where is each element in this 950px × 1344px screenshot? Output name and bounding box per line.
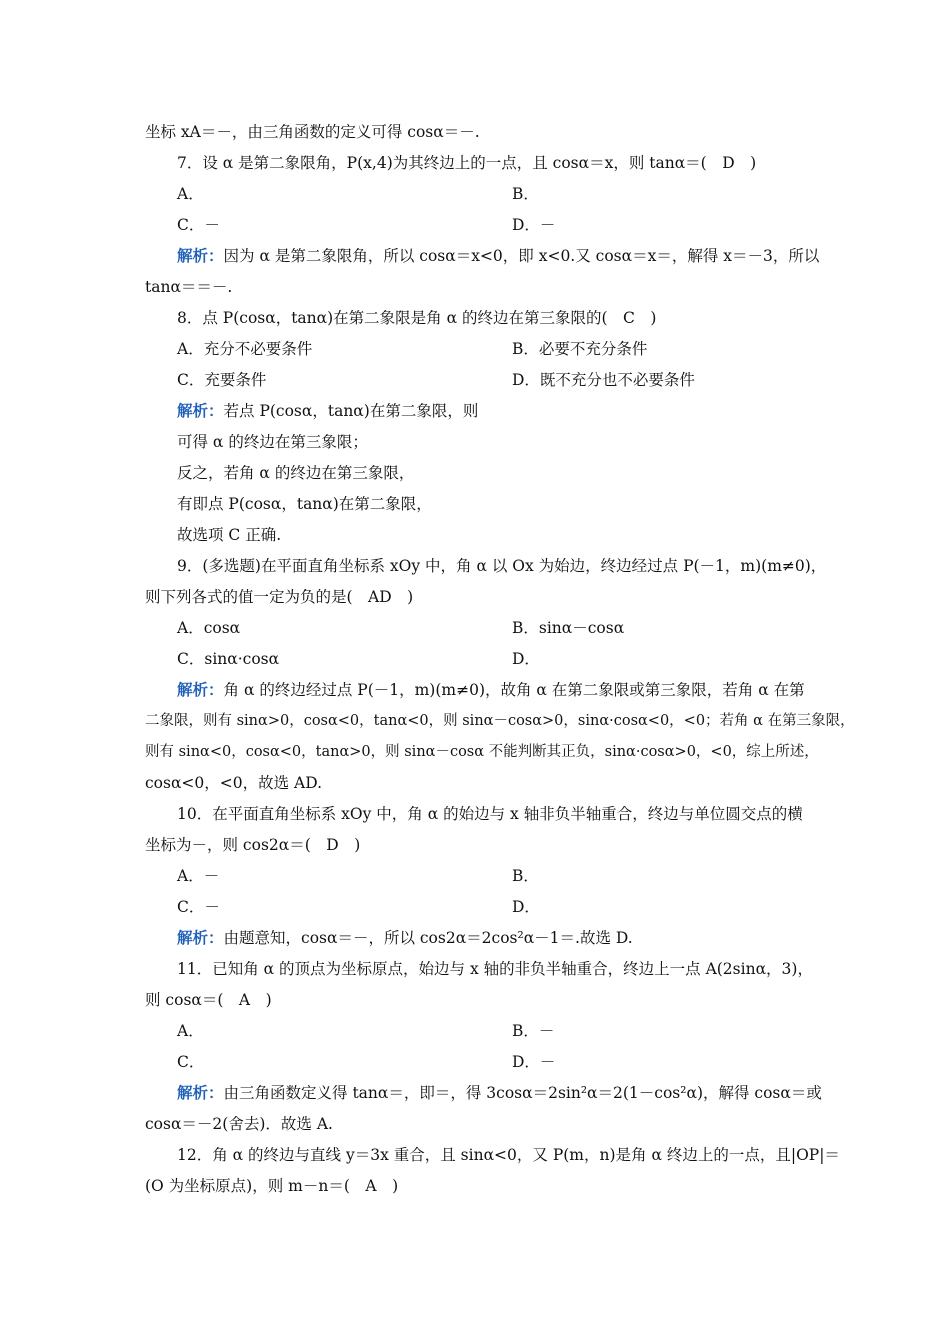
text-line: 坐标 xA＝－，由三角函数的定义可得 cosα＝－. bbox=[145, 123, 480, 141]
analysis-text: 由三角函数定义得 tanα＝，即＝，得 3cosα＝2sin²α＝2(1－cos²α)，解得 cosα＝或 bbox=[223, 1084, 822, 1102]
option-b: B． bbox=[512, 185, 539, 203]
text-line: 则 cosα＝( A ) bbox=[145, 991, 272, 1009]
text-line: 二象限，则有 sinα>0，cosα<0，tanα<0，则 sinα－cosα>0，sinα·cosα<0，<0；若角 α 在第三象限， bbox=[145, 713, 855, 729]
question-8: 8．点 P(cosα，tanα)在第二象限是角 α 的终边在第三象限的( C ) bbox=[177, 309, 657, 327]
text-line: 故选项 C 正确. bbox=[177, 526, 282, 544]
option-d: D．－ bbox=[512, 216, 556, 234]
text-line: cosα＝－2(舍去)．故选 A. bbox=[145, 1115, 333, 1133]
option-b: B．－ bbox=[512, 1022, 555, 1040]
analysis-text: 由题意知，cosα＝－，所以 cos2α＝2cos²α－1＝.故选 D. bbox=[223, 929, 633, 947]
option-c: C．－ bbox=[177, 216, 220, 234]
question-7: 7．设 α 是第二象限角，P(x,4)为其终边上的一点，且 cosα＝x，则 tanα＝( D ) bbox=[177, 154, 757, 172]
option-a: A． bbox=[177, 1022, 204, 1040]
analysis-line bbox=[177, 1082, 822, 1104]
option-c: C．sinα·cosα bbox=[177, 650, 280, 668]
analysis-text: 因为 α 是第二象限角，所以 cosα＝x<0，即 x<0.又 cosα＝x＝，解得 x＝－3，所以 bbox=[223, 247, 820, 265]
analysis-label: 解析： bbox=[177, 401, 224, 420]
option-d: D． bbox=[512, 650, 540, 668]
analysis-label: 解析： bbox=[177, 1083, 224, 1102]
question-10: 10．在平面直角坐标系 xOy 中，角 α 的始边与 x 轴非负半轴重合，终边与单位圆交点的横 bbox=[177, 805, 803, 823]
option-d: D．－ bbox=[512, 1053, 556, 1071]
option-b: B．sinα－cosα bbox=[512, 619, 625, 637]
option-c: C．充要条件 bbox=[177, 371, 267, 389]
question-11: 11．已知角 α 的顶点为坐标原点，始边与 x 轴的非负半轴重合，终边上一点 A(2sinα，3)， bbox=[177, 960, 813, 978]
analysis-line bbox=[177, 245, 819, 267]
analysis-line bbox=[177, 400, 478, 422]
text-line: 则下列各式的值一定为负的是( AD ) bbox=[145, 588, 414, 606]
question-9: 9．(多选题)在平面直角坐标系 xOy 中，角 α 以 Ox 为始边，终边经过点 P(－1，m)(m≠0)， bbox=[177, 557, 827, 575]
text-line: cosα<0，<0，故选 AD. bbox=[145, 774, 323, 792]
option-b: B．必要不充分条件 bbox=[512, 340, 648, 358]
text-line: 有即点 P(cosα，tanα)在第二象限， bbox=[177, 495, 432, 513]
analysis-label: 解析： bbox=[177, 246, 224, 265]
option-d: D． bbox=[512, 898, 540, 916]
analysis-line bbox=[177, 927, 633, 949]
option-d: D．既不充分也不必要条件 bbox=[512, 371, 695, 389]
text-line: 反之，若角 α 的终边在第三象限， bbox=[177, 464, 415, 482]
question-12: 12．角 α 的终边与直线 y＝3x 重合，且 sinα<0，又 P(m，n)是角 α 终边上的一点，且|OP|＝ bbox=[177, 1146, 840, 1164]
option-b: B． bbox=[512, 867, 539, 885]
text-line: tanα＝＝－. bbox=[145, 278, 233, 296]
analysis-label: 解析： bbox=[177, 928, 224, 947]
text-line: 坐标为－，则 cos2α＝( D ) bbox=[145, 836, 361, 854]
option-c: C．－ bbox=[177, 898, 220, 916]
analysis-label: 解析： bbox=[177, 680, 224, 699]
analysis-text: 角 α 的终边经过点 P(－1，m)(m≠0)，故角 α 在第二象限或第三象限，若角 α 在第 bbox=[223, 681, 805, 699]
option-c: C． bbox=[177, 1053, 205, 1071]
option-a: A．－ bbox=[177, 867, 220, 885]
option-a: A．cosα bbox=[177, 619, 241, 637]
analysis-text: 若点 P(cosα，tanα)在第二象限，则 bbox=[223, 402, 479, 420]
analysis-line bbox=[177, 679, 805, 701]
text-line: 可得 α 的终边在第三象限； bbox=[177, 433, 368, 451]
text-line: 则有 sinα<0，cosα<0，tanα>0，则 sinα－cosα 不能判断其正负，sinα·cosα>0，<0，综上所述， bbox=[145, 744, 819, 760]
option-a: A． bbox=[177, 185, 204, 203]
option-a: A．充分不必要条件 bbox=[177, 340, 313, 358]
text-line: (O 为坐标原点)，则 m－n＝( A ) bbox=[145, 1177, 399, 1195]
